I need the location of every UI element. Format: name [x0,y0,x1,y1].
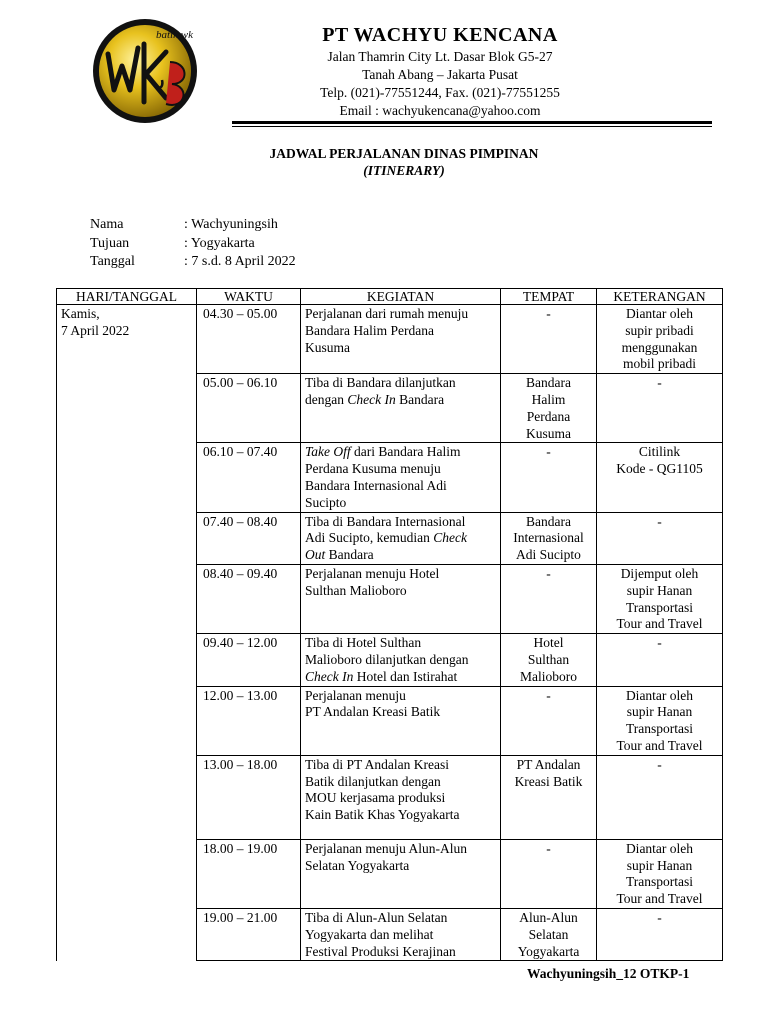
cell-kegiatan [301,443,501,512]
tempat-line: Internasional [513,530,584,546]
info-value: : Wachyuningsih [184,217,278,232]
address-line-2: Tanah Abang – Jakarta Pusat [362,67,518,82]
keterangan-line: Diantar oleh [625,306,694,321]
kegiatan-text: Bandara Internasional Adi [305,477,447,493]
keterangan-line: Diantar oleh [625,840,694,856]
kegiatan-text: Check [433,530,467,546]
cell-keterangan [597,686,723,755]
kegiatan-text: Perjalanan menuju Alun-Alun [305,840,467,856]
tempat-line: Yogyakarta [517,943,580,959]
kegiatan-line [305,340,496,357]
cell-tempat [501,564,597,633]
cell-waktu: 18.00 – 19.00 [197,839,301,908]
cell-tempat [501,305,597,374]
keterangan-line: Transportasi [625,599,693,615]
trip-info [90,216,296,272]
kegiatan-text: Kusuma [305,339,350,355]
kegiatan-line [305,688,496,705]
kegiatan-line [305,547,496,564]
keterangan-line: Kode - QG1105 [616,461,703,477]
kegiatan-line [305,944,496,961]
letterhead [240,22,640,120]
keterangan-line: - [657,909,662,925]
keterangan-line: supir Hanan [626,704,693,720]
kegiatan-line [305,652,496,669]
kegiatan-line [305,704,496,721]
tempat-line: Bandara [526,375,571,391]
kegiatan-text: Adi Sucipto, kemudian [305,530,434,546]
kegiatan-line [305,774,496,791]
cell-waktu: 05.00 – 06.10 [197,374,301,443]
kegiatan-text: Sulthan Malioboro [305,582,407,598]
cell-kegiatan [301,908,501,960]
tempat-line: Halim [531,391,566,407]
cell-waktu: 19.00 – 21.00 [197,908,301,960]
kegiatan-text: Tiba di Hotel Sulthan [305,635,422,651]
phone-fax: Telp. (021)-77551244, Fax. (021)-77551255 [320,85,560,100]
cell-kegiatan [301,634,501,686]
keterangan-line: Tour and Travel [616,616,703,632]
cell-hari-tanggal [57,305,197,961]
footer-label: Wachyuningsih_12 OTKP-1 [527,966,690,981]
keterangan-line: mobil pribadi [622,356,697,372]
cell-tempat [501,443,597,512]
cell-keterangan [597,755,723,839]
keterangan-line: - [657,635,662,651]
cell-kegiatan [301,305,501,374]
tempat-line: - [546,687,551,703]
cell-keterangan [597,305,723,374]
tempat-line: - [546,306,551,321]
tempat-line: Selatan [528,926,569,942]
kegiatan-text: Perjalanan menuju [305,687,406,703]
kegiatan-text: Tiba di PT Andalan Kreasi [305,756,449,772]
cell-keterangan [597,443,723,512]
tempat-line: Adi Sucipto [516,547,581,563]
cell-keterangan [597,564,723,633]
cell-waktu: 13.00 – 18.00 [197,755,301,839]
cell-kegiatan [301,839,501,908]
cell-tempat [501,839,597,908]
kegiatan-line [305,478,496,495]
cell-keterangan [597,839,723,908]
keterangan-line: Dijemput oleh [620,565,699,581]
kegiatan-text: Tiba di Alun-Alun Selatan [305,909,448,925]
itinerary-table [56,288,723,961]
keterangan-line: Citilink [638,444,681,460]
kegiatan-text: MOU kerjasama produksi [305,790,446,806]
kegiatan-text: Perjalanan dari rumah menuju [305,306,469,321]
keterangan-line: supir pribadi [625,322,694,338]
info-value: : 7 s.d. 8 April 2022 [184,254,296,269]
kegiatan-line [305,323,496,340]
keterangan-line: - [657,756,662,772]
kegiatan-text: Yogyakarta dan melihat [305,926,434,942]
tempat-line: Kreasi Batik [514,773,583,789]
keterangan-line: menggunakan [621,339,698,355]
keterangan-line: Tour and Travel [616,737,703,753]
kegiatan-line [305,910,496,927]
kegiatan-line [305,306,496,323]
tempat-line: Malioboro [520,668,577,684]
document-title: JADWAL PERJALANAN DINAS PIMPINAN [269,146,539,161]
kegiatan-line [305,790,496,807]
cell-keterangan [597,908,723,960]
kegiatan-text: Sucipto [305,494,347,510]
kegiatan-text: Tiba di Bandara Internasional [305,513,466,529]
kegiatan-text: dengan [305,391,348,407]
tempat-line: - [546,444,551,460]
info-row-tujuan [90,235,296,254]
kegiatan-line [305,392,496,409]
email: Email : wachyukencana@yahoo.com [339,103,541,118]
info-value: : Yogyakarta [184,235,255,251]
tempat-line: Hotel [533,635,564,651]
kegiatan-line [305,566,496,583]
keterangan-line: Transportasi [625,721,693,737]
kegiatan-line [305,530,496,547]
company-logo [92,18,198,124]
tempat-line: Kusuma [526,425,571,441]
kegiatan-text: Kain Batik Khas Yogyakarta [305,807,460,823]
letterhead-rule-thin [232,126,712,127]
kegiatan-text: Check In [347,391,396,407]
kegiatan-line [305,927,496,944]
kegiatan-line [305,841,496,858]
tempat-line: - [546,565,551,581]
document-subtitle: (ITINERARY) [363,163,445,178]
kegiatan-text: Take Off [305,444,351,460]
cell-keterangan [597,634,723,686]
cell-waktu: 04.30 – 05.00 [197,305,301,374]
cell-waktu: 06.10 – 07.40 [197,443,301,512]
kegiatan-text: Bandara [325,547,374,563]
day-line: Kamis, [61,306,100,321]
tempat-line: Perdana [526,408,571,424]
tempat-line: Sulthan [527,651,570,667]
cell-kegiatan [301,512,501,564]
kegiatan-line [305,375,496,392]
company-name: PT WACHYU KENCANA [322,24,558,46]
tempat-line: Bandara [526,513,571,529]
header-kegiatan: KEGIATAN [301,289,501,305]
info-row-tanggal [90,253,296,272]
logo-text: batik wk [156,29,193,41]
kegiatan-line [305,461,496,478]
header-waktu: WAKTU [197,289,301,305]
keterangan-line: Tour and Travel [616,891,703,907]
kegiatan-text: Festival Produksi Kerajinan [305,943,456,959]
info-row-nama [90,216,296,235]
tempat-line: - [546,840,551,856]
kegiatan-line [305,669,496,686]
keterangan-line: supir Hanan [626,857,693,873]
keterangan-line: Diantar oleh [625,687,694,703]
cell-tempat [501,374,597,443]
cell-kegiatan [301,686,501,755]
keterangan-line: - [657,375,662,391]
kegiatan-text: PT Andalan Kreasi Batik [305,704,441,720]
kegiatan-text: Bandara [395,391,445,407]
kegiatan-line [305,444,496,461]
info-label: Tanggal [90,254,135,269]
kegiatan-line [305,583,496,600]
header-hari-tanggal: HARI/TANGGAL [57,289,197,305]
kegiatan-text: Bandara Halim Perdana [305,322,434,338]
header-tempat: TEMPAT [501,289,597,305]
cell-kegiatan [301,564,501,633]
kegiatan-text: Batik dilanjutkan dengan [305,773,441,789]
kegiatan-line [305,514,496,531]
kegiatan-text: Tiba di Bandara dilanjutkan [305,375,456,391]
tempat-line: PT Andalan [516,756,581,772]
info-label: Nama [90,217,124,232]
cell-waktu: 07.40 – 08.40 [197,512,301,564]
kegiatan-text: Perjalanan menuju Hotel [305,565,440,581]
table-header-row [57,289,723,305]
cell-tempat [501,908,597,960]
kegiatan-text: Perdana Kusuma menuju [305,461,441,477]
cell-tempat [501,755,597,839]
info-label: Tujuan [90,235,130,251]
cell-tempat [501,686,597,755]
cell-waktu: 08.40 – 09.40 [197,564,301,633]
kegiatan-line [305,757,496,774]
table-row [57,305,723,374]
kegiatan-text: Selatan Yogyakarta [305,857,410,873]
kegiatan-line [305,807,496,824]
logo-graphic [92,18,198,124]
kegiatan-text: dari Bandara Halim [350,444,461,460]
header-keterangan: KETERANGAN [597,289,723,305]
cell-keterangan [597,512,723,564]
keterangan-line: - [657,513,662,529]
kegiatan-text: Check In [305,668,354,684]
tempat-line: Alun-Alun [519,909,578,925]
cell-tempat [501,512,597,564]
kegiatan-text: Malioboro dilanjutkan dengan [305,651,469,667]
kegiatan-line [305,495,496,512]
kegiatan-line [305,635,496,652]
address-line-1: Jalan Thamrin City Lt. Dasar Blok G5-27 [327,49,553,64]
day-line: 7 April 2022 [61,322,130,338]
kegiatan-text: Hotel dan Istirahat [353,668,458,684]
kegiatan-line [305,858,496,875]
letterhead-rule-thick [232,121,712,124]
keterangan-line: supir Hanan [626,582,693,598]
cell-kegiatan [301,755,501,839]
cell-kegiatan [301,374,501,443]
cell-waktu: 12.00 – 13.00 [197,686,301,755]
cell-keterangan [597,374,723,443]
keterangan-line: Transportasi [625,874,693,890]
cell-waktu: 09.40 – 12.00 [197,634,301,686]
cell-tempat [501,634,597,686]
kegiatan-text: Out [305,547,326,563]
